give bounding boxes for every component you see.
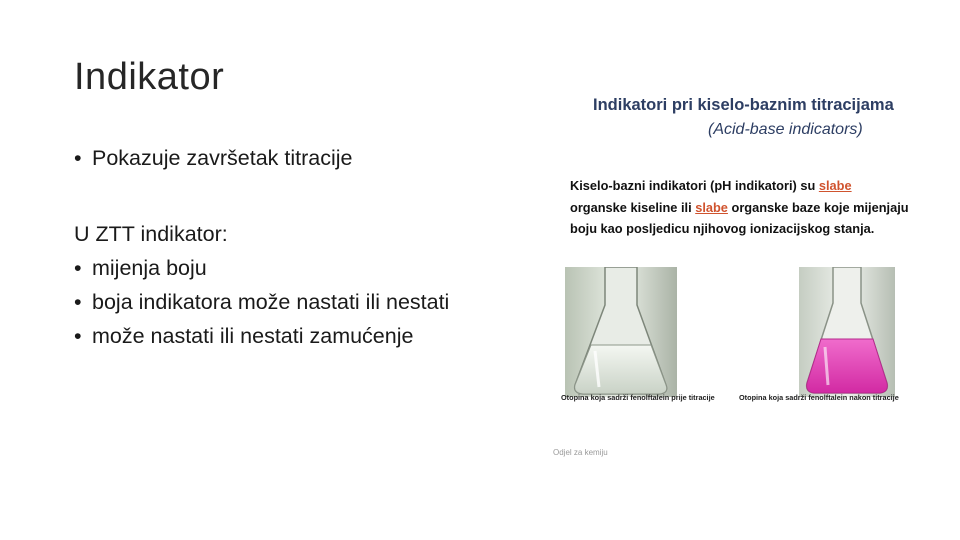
flask-before-image <box>565 267 677 397</box>
bullet-text: boja indikatora može nastati ili nestati <box>92 290 450 314</box>
bullet-item <box>74 324 544 358</box>
figure-description <box>570 175 910 240</box>
source-note: Odjel za kemiju <box>553 448 608 457</box>
bullet-icon: • <box>74 290 82 314</box>
sub-heading: U ZTT indikator: <box>74 222 228 246</box>
bullet-icon: • <box>74 146 82 170</box>
caption-before: Otopina koja sadrži fenolftalein prije titracije <box>561 393 715 402</box>
bullet-item <box>74 256 544 290</box>
slide-body <box>74 146 544 358</box>
desc-highlight: slabe <box>695 199 728 215</box>
figure-subtitle: (Acid-base indicators) <box>708 121 863 138</box>
caption-after: Otopina koja sadrži fenolftalein nakon titracije <box>739 393 899 402</box>
figure-title: Indikatori pri kiselo-baznim titracijama <box>593 96 894 114</box>
bullet-item <box>74 146 544 180</box>
bullet-text: Pokazuje završetak titracije <box>92 146 353 170</box>
desc-text: organske kiseline ili <box>570 199 692 215</box>
desc-highlight: slabe <box>818 178 852 193</box>
slide-title: Indikator <box>74 56 225 98</box>
bullet-text: može nastati ili nestati zamućenje <box>92 324 414 348</box>
bullet-icon: • <box>74 256 82 280</box>
desc-text: organske baze koje mijenjaju boju kao posljedicu njihovog ionizacijskog stanja. <box>570 199 909 236</box>
bullet-icon: • <box>74 324 82 348</box>
flask-after-image <box>799 267 895 397</box>
bullet-item <box>74 290 544 324</box>
indicator-figure <box>545 85 940 465</box>
bullet-text: mijenja boju <box>92 256 207 280</box>
desc-text: Kiselo-bazni indikatori (pH indikatori) su <box>570 178 816 193</box>
